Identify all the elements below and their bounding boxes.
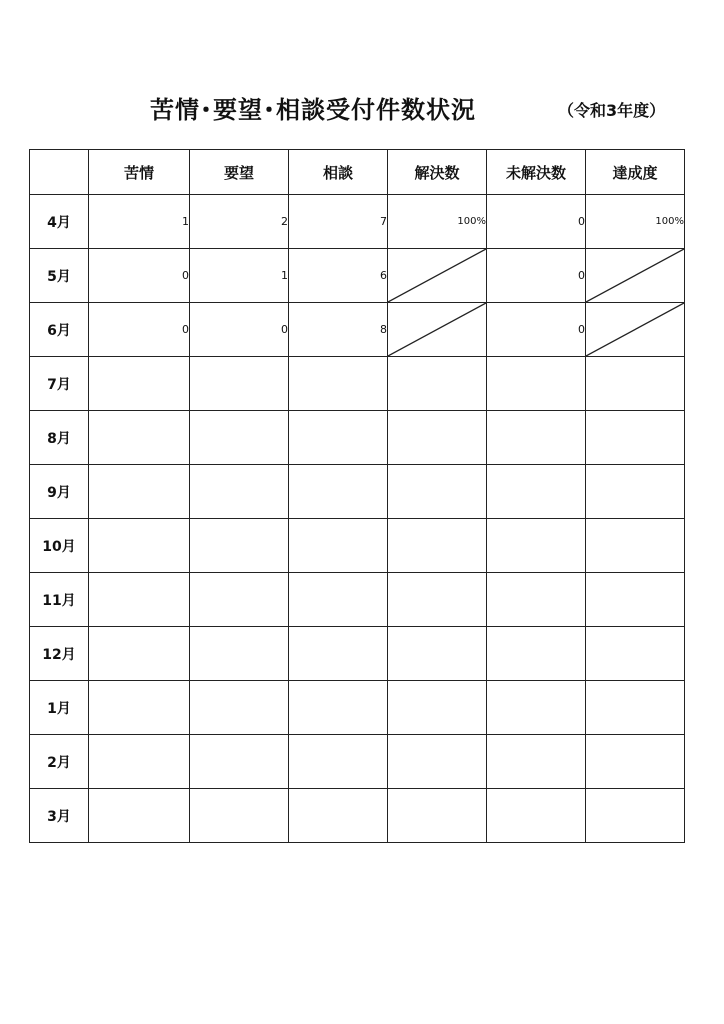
- month-cell: 10月: [30, 519, 89, 573]
- requests-cell: 2: [190, 195, 289, 249]
- page-title: 苦情･要望･相談受付件数状況: [150, 96, 476, 124]
- complaints-cell: [89, 735, 190, 789]
- table-row: [30, 357, 685, 411]
- month-cell: 8月: [30, 411, 89, 465]
- table-row: [30, 465, 685, 519]
- slashed-cell: [586, 303, 685, 357]
- fiscal-year-label: （令和3年度）: [558, 101, 666, 120]
- resolved-cell: [388, 465, 487, 519]
- unresolved-cell: [487, 357, 586, 411]
- month-cell: 11月: [30, 573, 89, 627]
- resolved-cell: [388, 573, 487, 627]
- month-cell: 3月: [30, 789, 89, 843]
- requests-cell: [190, 681, 289, 735]
- table-row: [30, 249, 685, 303]
- complaints-cell: [89, 357, 190, 411]
- table-row: [30, 573, 685, 627]
- unresolved-cell: 0: [487, 249, 586, 303]
- requests-cell: [190, 357, 289, 411]
- header-resolved: 解決数: [388, 150, 487, 195]
- diagonal-slash: [388, 249, 486, 302]
- table-row: [30, 735, 685, 789]
- requests-cell: [190, 519, 289, 573]
- resolved-cell: [388, 681, 487, 735]
- requests-cell: [190, 735, 289, 789]
- achievement-cell: [586, 519, 685, 573]
- complaints-cell: [89, 789, 190, 843]
- month-cell: 4月: [30, 195, 89, 249]
- table-row: [30, 195, 685, 249]
- consultations-cell: [289, 357, 388, 411]
- complaints-cell: [89, 519, 190, 573]
- resolved-cell: [388, 357, 487, 411]
- header-corner: [30, 150, 89, 195]
- month-cell: 6月: [30, 303, 89, 357]
- unresolved-cell: [487, 789, 586, 843]
- complaints-cell: [89, 627, 190, 681]
- unresolved-cell: 0: [487, 303, 586, 357]
- achievement-cell: [586, 681, 685, 735]
- resolved-cell: [388, 735, 487, 789]
- slashed-cell: [586, 249, 685, 303]
- requests-cell: [190, 789, 289, 843]
- table-row: [30, 627, 685, 681]
- slashed-cell: [388, 249, 487, 303]
- consultations-cell: [289, 519, 388, 573]
- resolved-cell: [388, 519, 487, 573]
- unresolved-cell: [487, 627, 586, 681]
- achievement-cell: [586, 789, 685, 843]
- consultations-cell: [289, 627, 388, 681]
- unresolved-cell: [487, 735, 586, 789]
- complaints-cell: 0: [89, 303, 190, 357]
- resolved-cell: [388, 411, 487, 465]
- table-row: [30, 411, 685, 465]
- requests-cell: [190, 411, 289, 465]
- requests-cell: 1: [190, 249, 289, 303]
- header-unresolved: 未解決数: [487, 150, 586, 195]
- complaints-cell: [89, 573, 190, 627]
- consultations-cell: [289, 735, 388, 789]
- unresolved-cell: [487, 681, 586, 735]
- consultations-cell: 7: [289, 195, 388, 249]
- header-achievement: 達成度: [586, 150, 685, 195]
- header-complaints: 苦情: [89, 150, 190, 195]
- header-consultations: 相談: [289, 150, 388, 195]
- complaints-cell: 1: [89, 195, 190, 249]
- unresolved-cell: [487, 411, 586, 465]
- unresolved-cell: [487, 573, 586, 627]
- month-cell: 5月: [30, 249, 89, 303]
- unresolved-cell: [487, 519, 586, 573]
- achievement-cell: [586, 735, 685, 789]
- achievement-cell: [586, 411, 685, 465]
- unresolved-cell: 0: [487, 195, 586, 249]
- achievement-cell: [586, 573, 685, 627]
- requests-cell: [190, 573, 289, 627]
- resolved-cell: 100%: [388, 195, 487, 249]
- diagonal-slash: [586, 303, 684, 356]
- header-requests: 要望: [190, 150, 289, 195]
- requests-cell: [190, 627, 289, 681]
- table-header-row: [30, 150, 685, 195]
- diagonal-slash: [388, 303, 486, 356]
- unresolved-cell: [487, 465, 586, 519]
- table-row: [30, 519, 685, 573]
- month-cell: 1月: [30, 681, 89, 735]
- requests-cell: [190, 465, 289, 519]
- table-row: [30, 303, 685, 357]
- complaints-status-table: [29, 149, 685, 843]
- achievement-cell: [586, 465, 685, 519]
- consultations-cell: 8: [289, 303, 388, 357]
- table-row: [30, 681, 685, 735]
- diagonal-slash: [586, 249, 684, 302]
- slashed-cell: [388, 303, 487, 357]
- consultations-cell: [289, 411, 388, 465]
- consultations-cell: [289, 681, 388, 735]
- achievement-cell: [586, 357, 685, 411]
- achievement-cell: 100%: [586, 195, 685, 249]
- table-row: [30, 789, 685, 843]
- complaints-cell: [89, 681, 190, 735]
- requests-cell: 0: [190, 303, 289, 357]
- resolved-cell: [388, 627, 487, 681]
- complaints-cell: [89, 465, 190, 519]
- consultations-cell: [289, 465, 388, 519]
- month-cell: 2月: [30, 735, 89, 789]
- month-cell: 12月: [30, 627, 89, 681]
- consultations-cell: [289, 789, 388, 843]
- month-cell: 7月: [30, 357, 89, 411]
- resolved-cell: [388, 789, 487, 843]
- achievement-cell: [586, 627, 685, 681]
- consultations-cell: 6: [289, 249, 388, 303]
- complaints-cell: 0: [89, 249, 190, 303]
- month-cell: 9月: [30, 465, 89, 519]
- complaints-cell: [89, 411, 190, 465]
- consultations-cell: [289, 573, 388, 627]
